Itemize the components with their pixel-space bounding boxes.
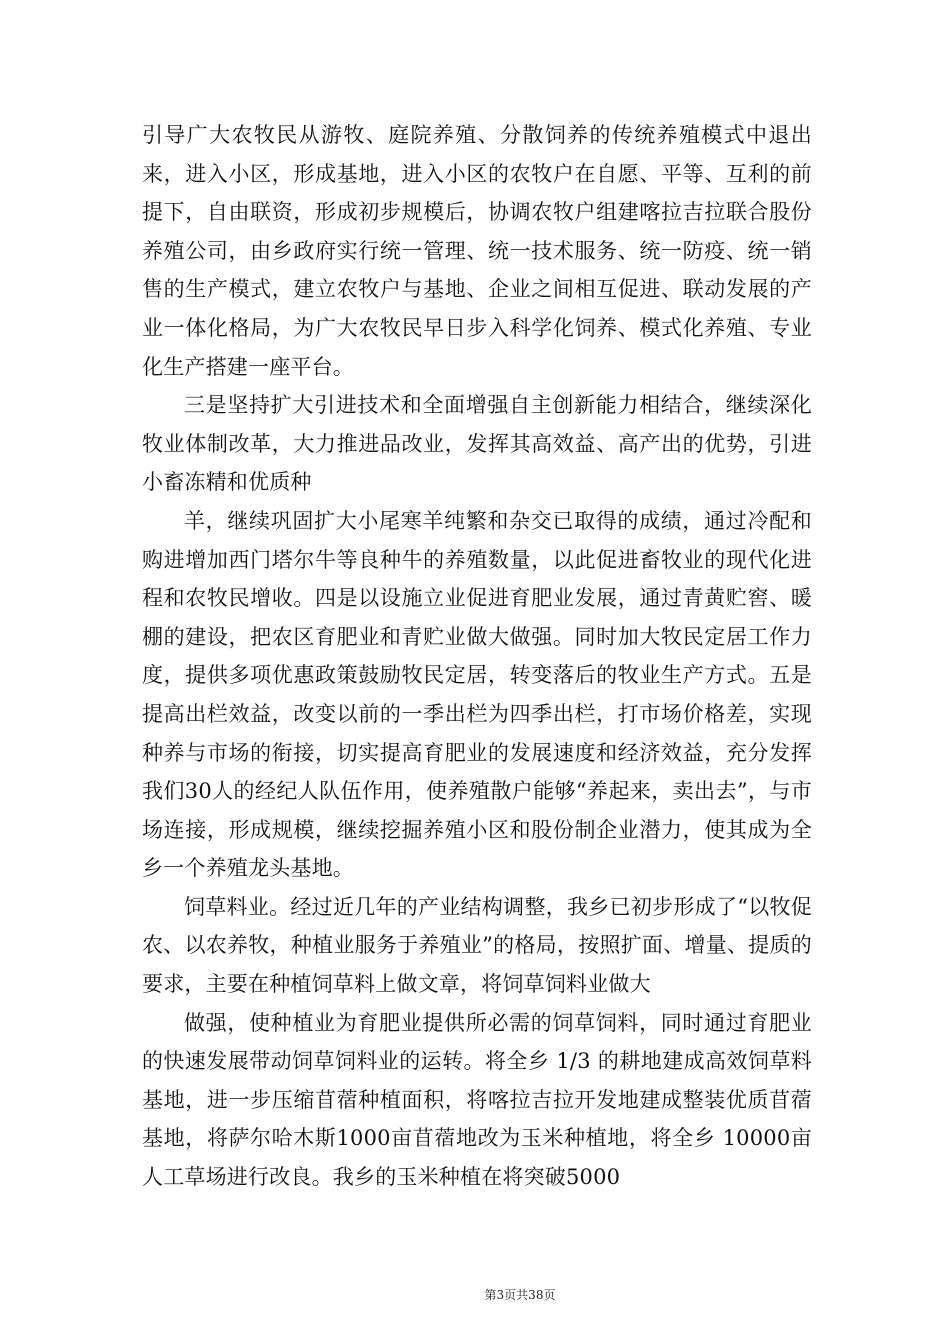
paragraph-3: 羊，继续巩固扩大小尾寒羊纯繁和杂交已取得的成绩，通过冷配和购进增加西门塔尔牛等良种牛的养殖数量，以此促进畜牧业的现代化进程和农牧民增收。四是以设施立业促进育肥业发展，通过青黄贮窖、暖棚的建设，把农区育肥业和青贮业做大做强。同时加大牧民定居工作力度，提供多项优惠政策鼓励牧民定居，转变落后的牧业生产方式。五是提高出栏效益，改变以前的一季出栏为四季出栏，打市场价格差，实现种养与市场的衔接，切实提高育肥业的发展速度和经济效益，充分发挥我们30人的经纪人队伍作用，使养殖散户能够“养起来，卖出去”，与市场连接，形成规模，继续挖掘养殖小区和股份制企业潜力，使其成为全乡一个养殖龙头基地。 (142, 508, 812, 881)
document-body (142, 116, 812, 1197)
paragraph-1: 引导广大农牧民从游牧、庭院养殖、分散饲养的传统养殖模式中退出来，进入小区，形成基地，进入小区的农牧户在自愿、平等、互利的前提下，自由联资，形成初步规模后，协调农牧户组建喀拉吉拉联合股份养殖公司，由乡政府实行统一管理、统一技术服务、统一防疫、统一销售的生产模式，建立农牧户与基地、企业之间相互促进、联动发展的产业一体化格局，为广大农牧民早日步入科学化饲养、模式化养殖、专业化生产搭建一座平台。 (142, 123, 812, 379)
page-number-footer: 第3页共38页 (484, 1288, 556, 1302)
paragraph-4: 饲草料业。经过近几年的产业结构调整，我乡已初步形成了“以牧促农、以农养牧，种植业服务于养殖业”的格局，按照扩面、增量、提质的要求，主要在种植饲草料上做文章，将饲草饲料业做大 (142, 894, 812, 997)
paragraph-5: 做强，使种植业为育肥业提供所必需的饲草饲料，同时通过育肥业的快速发展带动饲草饲料业的运转。将全乡 1/3 的耕地建成高效饲草料基地，进一步压缩苜蓿种植面积，将喀拉吉拉开发地建成整装优质苜蓿基地，将萨尔哈木斯1000亩苜蓿地改为玉米种植地，将全乡 10000亩人工草场进行改良。我乡的玉米种植在将突破5000 (142, 1010, 812, 1190)
paragraph-2: 三是坚持扩大引进技术和全面增强自主创新能力相结合，继续深化牧业体制改革，大力推进品改业，发挥其高效益、高产出的优势，引进小畜冻精和优质种 (142, 393, 812, 495)
